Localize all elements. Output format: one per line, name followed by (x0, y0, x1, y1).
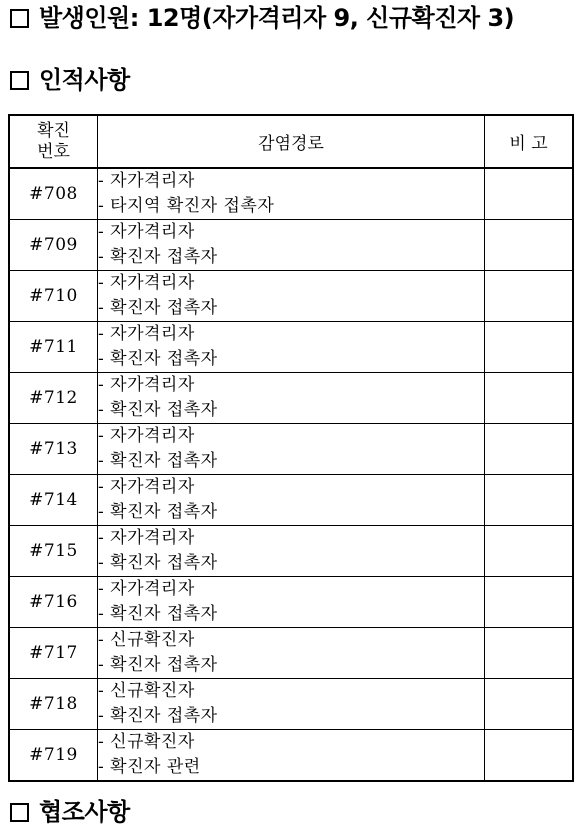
infection-route-cell (98, 526, 485, 577)
case-number-cell: #711 (10, 322, 98, 373)
infection-route-cell (98, 679, 485, 730)
route-line: - 확진자 접촉자 (98, 349, 218, 369)
route-line: - 자가격리자 (98, 375, 195, 395)
note-cell (485, 220, 573, 271)
route-line: - 자가격리자 (98, 171, 195, 191)
infection-route-header: 감염경로 (98, 116, 485, 169)
route-line: - 자가격리자 (98, 324, 195, 344)
outbreak-heading-text: 발생인원: 12명(자가격리자 9, 신규확진자 3) (39, 4, 515, 32)
note-cell (485, 577, 573, 628)
table-row (10, 168, 573, 220)
table-row (10, 577, 573, 628)
infection-route-cell (98, 271, 485, 322)
route-line: - 신규확진자 (98, 732, 195, 752)
infection-route-cell (98, 373, 485, 424)
checkbox-square-icon (10, 9, 29, 28)
personal-info-heading (10, 65, 130, 95)
case-number-cell: #712 (10, 373, 98, 424)
route-line: - 확진자 접촉자 (98, 502, 218, 522)
case-number-cell: #710 (10, 271, 98, 322)
route-line: - 자가격리자 (98, 477, 195, 497)
table-row (10, 271, 573, 322)
note-cell (485, 679, 573, 730)
table-row (10, 475, 573, 526)
case-number-cell: #716 (10, 577, 98, 628)
checkbox-square-icon (10, 71, 29, 90)
cases-table (9, 115, 573, 781)
note-cell (485, 628, 573, 679)
infection-route-cell (98, 322, 485, 373)
infection-route-cell (98, 577, 485, 628)
route-line: - 타지역 확진자 접촉자 (98, 196, 275, 216)
case-number-cell: #718 (10, 679, 98, 730)
table-row (10, 220, 573, 271)
case-number-cell: #709 (10, 220, 98, 271)
case-number-cell: #715 (10, 526, 98, 577)
route-line: - 확진자 접촉자 (98, 400, 218, 420)
cooperation-heading (10, 797, 130, 827)
infection-route-cell (98, 424, 485, 475)
case-number-cell: #708 (10, 168, 98, 220)
route-line: - 신규확진자 (98, 630, 195, 650)
table-row (10, 628, 573, 679)
note-cell (485, 730, 573, 781)
case-number-cell: #714 (10, 475, 98, 526)
route-line: - 자가격리자 (98, 273, 195, 293)
table-row (10, 373, 573, 424)
route-line: - 확진자 접촉자 (98, 247, 218, 267)
case-number-cell: #719 (10, 730, 98, 781)
note-cell (485, 526, 573, 577)
checkbox-square-icon (10, 803, 29, 822)
note-cell (485, 322, 573, 373)
infection-route-cell (98, 475, 485, 526)
table-row (10, 526, 573, 577)
cooperation-heading-text: 협조사항 (39, 798, 130, 826)
infection-route-cell (98, 628, 485, 679)
route-line: - 확진자 접촉자 (98, 706, 218, 726)
outbreak-heading (10, 3, 514, 33)
route-line: - 확진자 접촉자 (98, 553, 218, 573)
table-row (10, 730, 573, 781)
note-cell (485, 373, 573, 424)
table-row (10, 679, 573, 730)
case-number-cell: #713 (10, 424, 98, 475)
route-line: - 확진자 접촉자 (98, 655, 218, 675)
route-line: - 자가격리자 (98, 579, 195, 599)
note-cell (485, 475, 573, 526)
table-row (10, 322, 573, 373)
note-cell (485, 424, 573, 475)
infection-route-cell (98, 168, 485, 220)
route-line: - 자가격리자 (98, 528, 195, 548)
route-line: - 자가격리자 (98, 222, 195, 242)
route-line: - 신규확진자 (98, 681, 195, 701)
case-number-header: 확진 번호 (10, 116, 98, 169)
note-cell (485, 168, 573, 220)
infection-route-cell (98, 220, 485, 271)
case-number-cell: #717 (10, 628, 98, 679)
route-line: - 확진자 접촉자 (98, 451, 218, 471)
route-line: - 확진자 관련 (98, 757, 201, 777)
note-header: 비 고 (485, 116, 573, 169)
personal-info-heading-text: 인적사항 (39, 66, 130, 94)
route-line: - 확진자 접촉자 (98, 604, 218, 624)
infection-route-cell (98, 730, 485, 781)
table-header-row (10, 116, 573, 169)
table-row (10, 424, 573, 475)
route-line: - 자가격리자 (98, 426, 195, 446)
note-cell (485, 271, 573, 322)
route-line: - 확진자 접촉자 (98, 298, 218, 318)
